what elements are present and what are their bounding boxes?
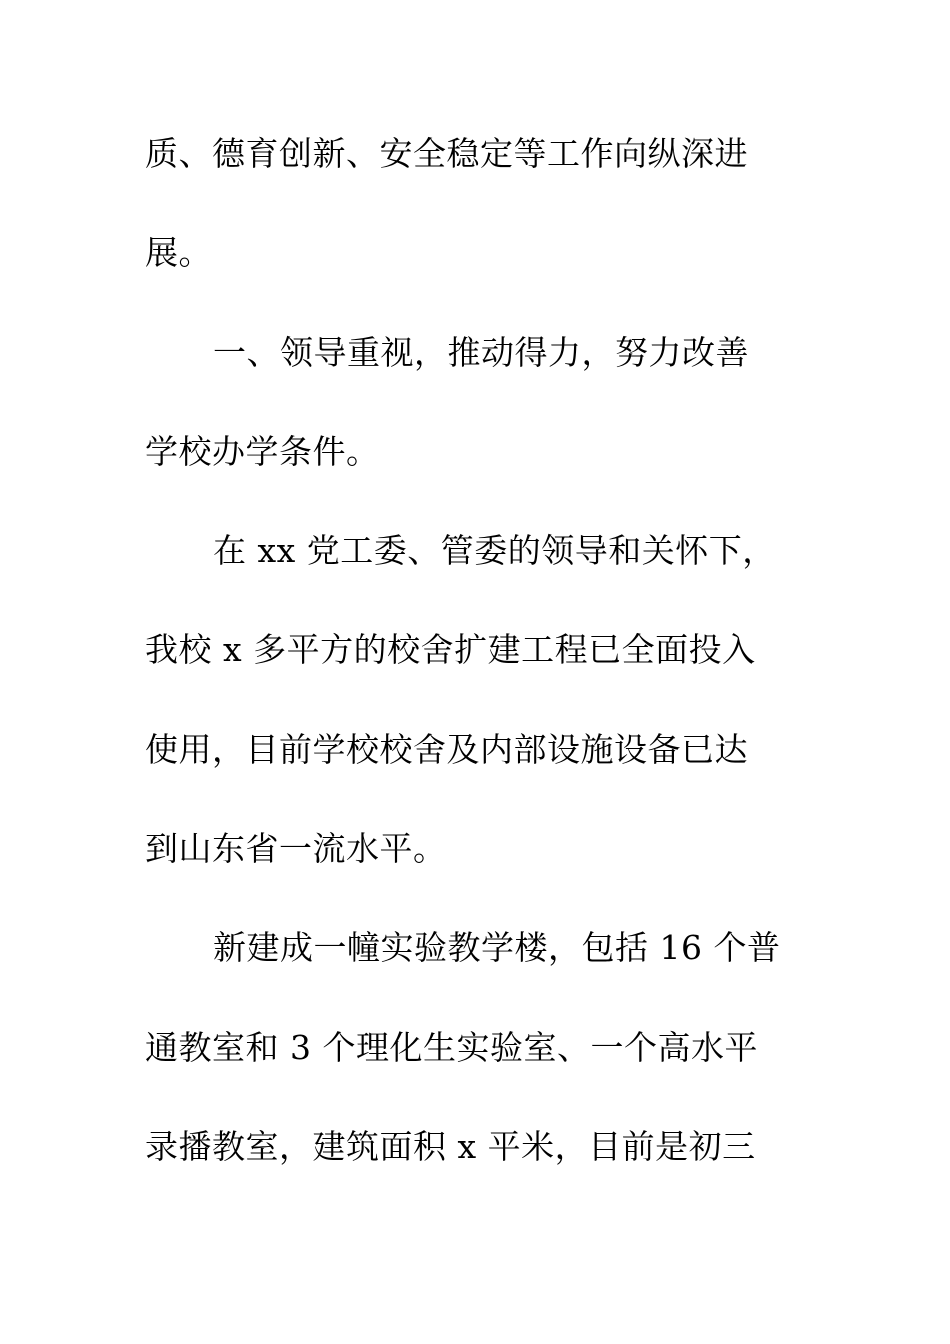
text-line: 我校 x 多平方的校舍扩建工程已全面投入 (145, 630, 756, 670)
section-heading-line: 一、领导重视，推动得力，努力改善 (213, 332, 749, 372)
paragraph-start-line: 新建成一幢实验教学楼，包括 16 个普 (213, 928, 781, 968)
text-line: 展。 (145, 233, 212, 273)
text-line: 质、德育创新、安全稳定等工作向纵深进 (145, 134, 748, 173)
paragraph-start-line: 在 xx 党工委、管委的领导和关怀下， (213, 531, 776, 571)
section-heading-line: 学校办学条件。 (145, 431, 380, 471)
text-line: 使用，目前学校校舍及内部设施设备已达 (145, 729, 748, 769)
document-body (145, 122, 795, 1214)
text-line: 录播教室，建筑面积 x 平米，目前是初三 (145, 1126, 756, 1166)
text-line: 通教室和 3 个理化生实验室、一个高水平 (145, 1027, 758, 1067)
text-line: 到山东省一流水平。 (145, 829, 447, 869)
